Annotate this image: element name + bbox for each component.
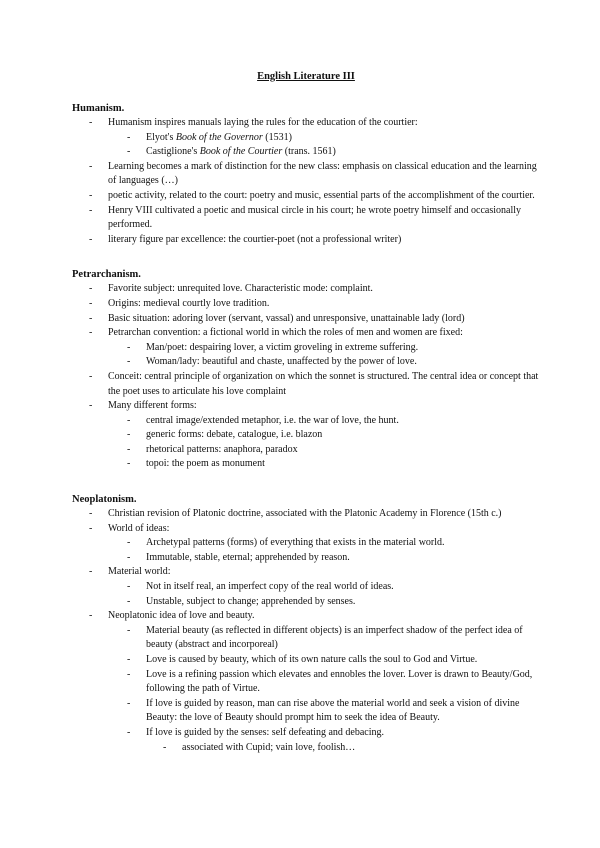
list-item: - generic forms: debate, catalogue, i.e. blazon [72, 428, 540, 443]
list-item: - Material beauty (as reflected in different objects) is an imperfect shadow of the perfect idea of beauty (abstract and incorporeal) [72, 624, 540, 653]
list-item: - Immutable, stable, eternal; apprehended by reason. [72, 551, 540, 566]
date: (trans. 1561) [282, 146, 336, 158]
list-item: - Man/poet: despairing lover, a victim groveling in extreme suffering. [72, 341, 540, 356]
list-item: - Learning becomes a mark of distinction for the new class: emphasis on classical education and the learning of languages (…) [72, 160, 540, 189]
section-humanism [72, 101, 540, 247]
list-item: - Love is caused by beauty, which of its own nature calls the soul to God and Virtue. [72, 653, 540, 668]
list-item: - If love is guided by the senses: self defeating and debacing. [72, 726, 540, 741]
book-title: Book of the Courtier [199, 146, 283, 158]
date: (1531) [262, 131, 292, 143]
list-item: - Basic situation: adoring lover (servant, vassal) and unresponsive, unattainable lady (lord) [72, 312, 540, 327]
list-item: - Not in itself real, an imperfect copy of the real world of ideas. [72, 580, 540, 595]
list-item: - Unstable, subject to change; apprehended by senses. [72, 595, 540, 610]
section-petrarchanism [72, 267, 540, 472]
list-item-castiglione [72, 145, 540, 160]
list-item: - associated with Cupid; vain love, foolish… [72, 741, 540, 756]
list-item: - Christian revision of Platonic doctrine, associated with the Platonic Academy in Florence (15th c.) [72, 507, 540, 522]
petrarchanism-list [72, 282, 540, 472]
list-item: - Favorite subject: unrequited love. Characteristic mode: complaint. [72, 282, 540, 297]
list-item: - central image/extended metaphor, i.e. the war of love, the hunt. [72, 414, 540, 429]
page-title: English Literature III [257, 71, 355, 82]
heading-humanism: Humanism. [72, 103, 125, 114]
list-item: - Humanism inspires manuals laying the rules for the education of the courtier: [72, 116, 540, 131]
list-item: - rhetorical patterns: anaphora, paradox [72, 443, 540, 458]
list-item: - Woman/lady: beautiful and chaste, unaffected by the power of love. [72, 355, 540, 370]
list-item: - Conceit: central principle of organization on which the sonnet is structured. The central idea or concept that the poet uses to articulate his love complaint [72, 370, 540, 399]
neoplatonism-list [72, 507, 540, 755]
author: Castiglione's [146, 146, 200, 158]
list-item: - topoi: the poem as monument [72, 457, 540, 472]
list-item: - Many different forms: [72, 399, 540, 414]
list-item: - Material world: [72, 565, 540, 580]
list-item: - literary figure par excellence: the courtier-poet (not a professional writer) [72, 233, 540, 248]
list-item: - Origins: medieval courtly love tradition. [72, 297, 540, 312]
list-item: - World of ideas: [72, 522, 540, 537]
list-item: - poetic activity, related to the court: poetry and music, essential parts of the accomplishment of the courtier. [72, 189, 540, 204]
list-item: - Petrarchan convention: a fictional world in which the roles of men and women are fixed: [72, 326, 540, 341]
list-item: - Archetypal patterns (forms) of everything that exists in the material world. [72, 536, 540, 551]
list-item: - Neoplatonic idea of love and beauty. [72, 609, 540, 624]
list-item: - Henry VIII cultivated a poetic and musical circle in his court; he wrote poetry himself and occasionally performed. [72, 204, 540, 233]
heading-petrarchanism: Petrarchanism. [72, 269, 141, 281]
book-title: Book of the Governor [175, 131, 263, 143]
heading-neoplatonism: Neoplatonism. [72, 494, 137, 506]
author: Elyot's [146, 131, 176, 143]
list-item: - Love is a refining passion which elevates and ennobles the lover. Lover is drawn to Beauty/God, following the path of Virtue. [72, 668, 540, 697]
humanism-list [72, 116, 540, 247]
list-item-elyot [72, 131, 540, 146]
list-item: - If love is guided by reason, man can rise above the material world and seek a vision of divine Beauty: the love of Beauty should prompt him to seek the idea of Beauty. [72, 697, 540, 726]
section-neoplatonism [72, 492, 540, 755]
